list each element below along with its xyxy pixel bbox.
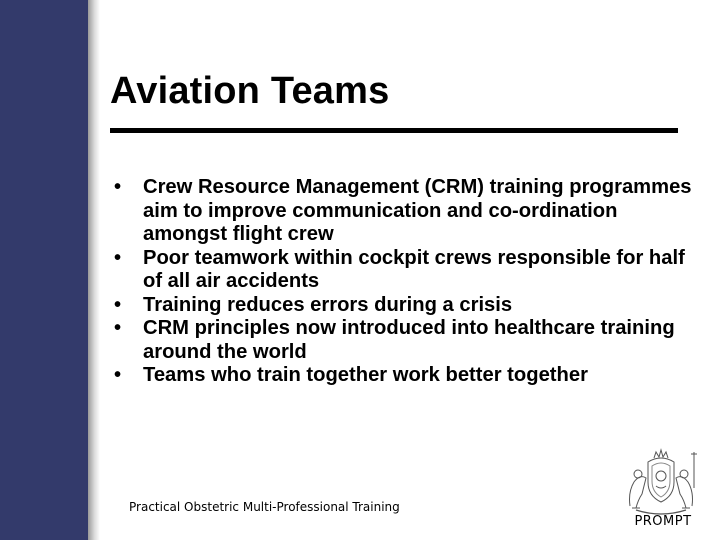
bullet-item <box>112 176 692 247</box>
title-underline <box>110 128 678 133</box>
bullet-item <box>112 247 692 294</box>
bullet-dot-icon: • <box>114 176 122 198</box>
bullet-item <box>112 317 692 364</box>
bullet-text: Teams who train together work better together <box>143 364 588 386</box>
bullet-list <box>112 176 692 388</box>
bullet-item <box>112 364 692 388</box>
bullet-text: Training reduces errors during a crisis <box>143 293 513 316</box>
sidebar-shadow <box>88 0 100 540</box>
bullet-text: Crew Resource Management (CRM) training programmes aim to improve communication and co-ordination amongst flight crew <box>143 176 692 245</box>
slide-title: Aviation Teams <box>110 70 390 112</box>
prompt-crest-logo-icon <box>620 448 702 518</box>
bullet-text: CRM principles now introduced into healthcare training around the world <box>143 317 675 363</box>
bullet-text: Poor teamwork within cockpit crews responsible for half of all air accidents <box>143 246 685 292</box>
bullet-item <box>112 294 692 318</box>
bullet-dot-icon: • <box>114 317 122 339</box>
bullet-dot-icon: • <box>114 293 122 316</box>
sidebar-band <box>0 0 88 540</box>
bullet-dot-icon: • <box>114 364 122 386</box>
footer-text: Practical Obstetric Multi-Professional Training <box>129 500 400 514</box>
bullet-dot-icon: • <box>114 246 122 269</box>
prompt-logo-text: PROMPT <box>634 514 692 529</box>
